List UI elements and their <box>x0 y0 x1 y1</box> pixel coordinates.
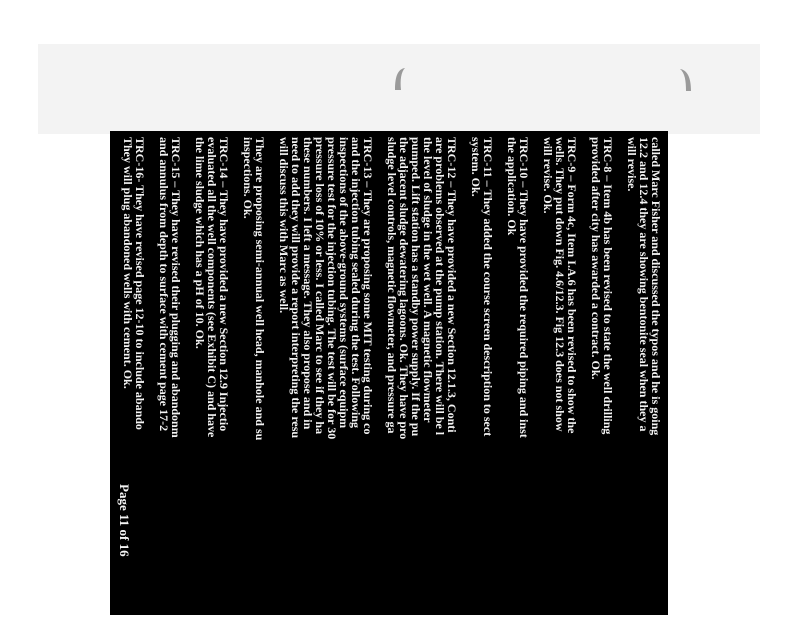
paragraph <box>242 137 266 615</box>
text-line: called Marc Fisher and discussed the typos and he is going <box>649 137 663 436</box>
paragraph <box>626 137 662 615</box>
text-line: TRC-16- They have revised page 12-10 to include abando <box>133 137 147 430</box>
text-line: will discuss this with Marc as well. <box>277 137 291 314</box>
page-number: Page 11 of 16 <box>117 484 132 557</box>
text-line: the adjacent sludge dewatering lagoons. Ok. They have pro <box>397 137 411 440</box>
paragraph <box>506 137 530 615</box>
paragraph <box>590 137 614 615</box>
text-line: the lime sludge which has a pH of 10. Ok. <box>193 137 207 349</box>
text-line: pressure loss of 10% or less. I called Marc to see if they ha <box>313 137 327 435</box>
text-line: evaluated all the well components (see Exhibit C) and have <box>205 137 219 438</box>
paragraph <box>470 137 494 615</box>
text-line: the application. Ok <box>505 137 519 236</box>
text-line: pumped. Lift station has a standby power supply. If the pu <box>409 137 423 437</box>
text-line: 12.2 and 12.4 they are showing bentonite seal when they a <box>637 137 651 432</box>
text-line: TRC-13 – They are proposing some MIT testing during co <box>361 137 375 435</box>
text-line: the level of sludge in the wet well. A magnetic flowmeter <box>421 137 435 423</box>
scanned-page <box>110 131 668 615</box>
text-line: and annulus from depth to surface with cement page 17-2 <box>157 137 171 432</box>
document-body <box>110 137 662 615</box>
text-line: wells. They put down Fig. 4.6/12.3. Fig 12.3 does not show <box>553 137 567 432</box>
text-line: TRC-15 – They have revised their plugging and abandonm <box>169 137 183 438</box>
text-line: inspections. Ok. <box>241 137 255 219</box>
text-line: are problems observed at the pump station. There will be l <box>433 137 447 436</box>
text-line: provided after city has awarded a contract. Ok. <box>589 137 603 380</box>
text-line: and the injection tubing sealed during the test. Following <box>349 137 363 429</box>
paragraph <box>194 137 230 615</box>
text-line: They are proposing semi-annual well head, manhole and su <box>253 137 267 441</box>
paragraph <box>278 137 374 615</box>
text-line: TRC-10 – They have provided the required piping and inst <box>517 137 531 438</box>
text-line: these numbers. I left a message. They also propose and in <box>301 137 315 430</box>
text-line: TRC-9 – Form 4c, Item I.A.6 has been revised to show the <box>565 137 579 434</box>
text-line: TRC-8 – Item 4b has been revised to state the well drilling <box>601 137 615 435</box>
text-line: TRC-14 – They have provided a new Section 12.9 Injectio <box>217 137 231 432</box>
paragraph <box>158 137 182 615</box>
text-line: TRC-11 – They added the course screen description to sect <box>481 137 495 437</box>
text-line: system. Ok. <box>469 137 483 197</box>
paragraph <box>542 137 578 615</box>
text-line: need to add they will provide a report interpreting the resu <box>289 137 303 439</box>
text-line: TRC-12 – They have provided a new Section 12.1.3, Conti <box>445 137 459 433</box>
text-line: sludge level controls, magnetic flowmeter, and pressure ga <box>385 137 399 434</box>
text-line: will revise. Ok. <box>541 137 555 214</box>
text-line: will revise. <box>625 137 639 192</box>
paragraph <box>386 137 458 615</box>
rotated-page-content <box>110 131 668 615</box>
punch-hole-icon <box>676 65 694 95</box>
text-line: They will plug abandoned wells with cement. Ok. <box>121 137 135 389</box>
text-line: pressure test for the injection tubing. The test will be for 30 <box>325 137 339 440</box>
punch-hole-icon <box>392 64 410 94</box>
text-line: inspections of the above-ground systems (surface equipm <box>337 137 351 429</box>
